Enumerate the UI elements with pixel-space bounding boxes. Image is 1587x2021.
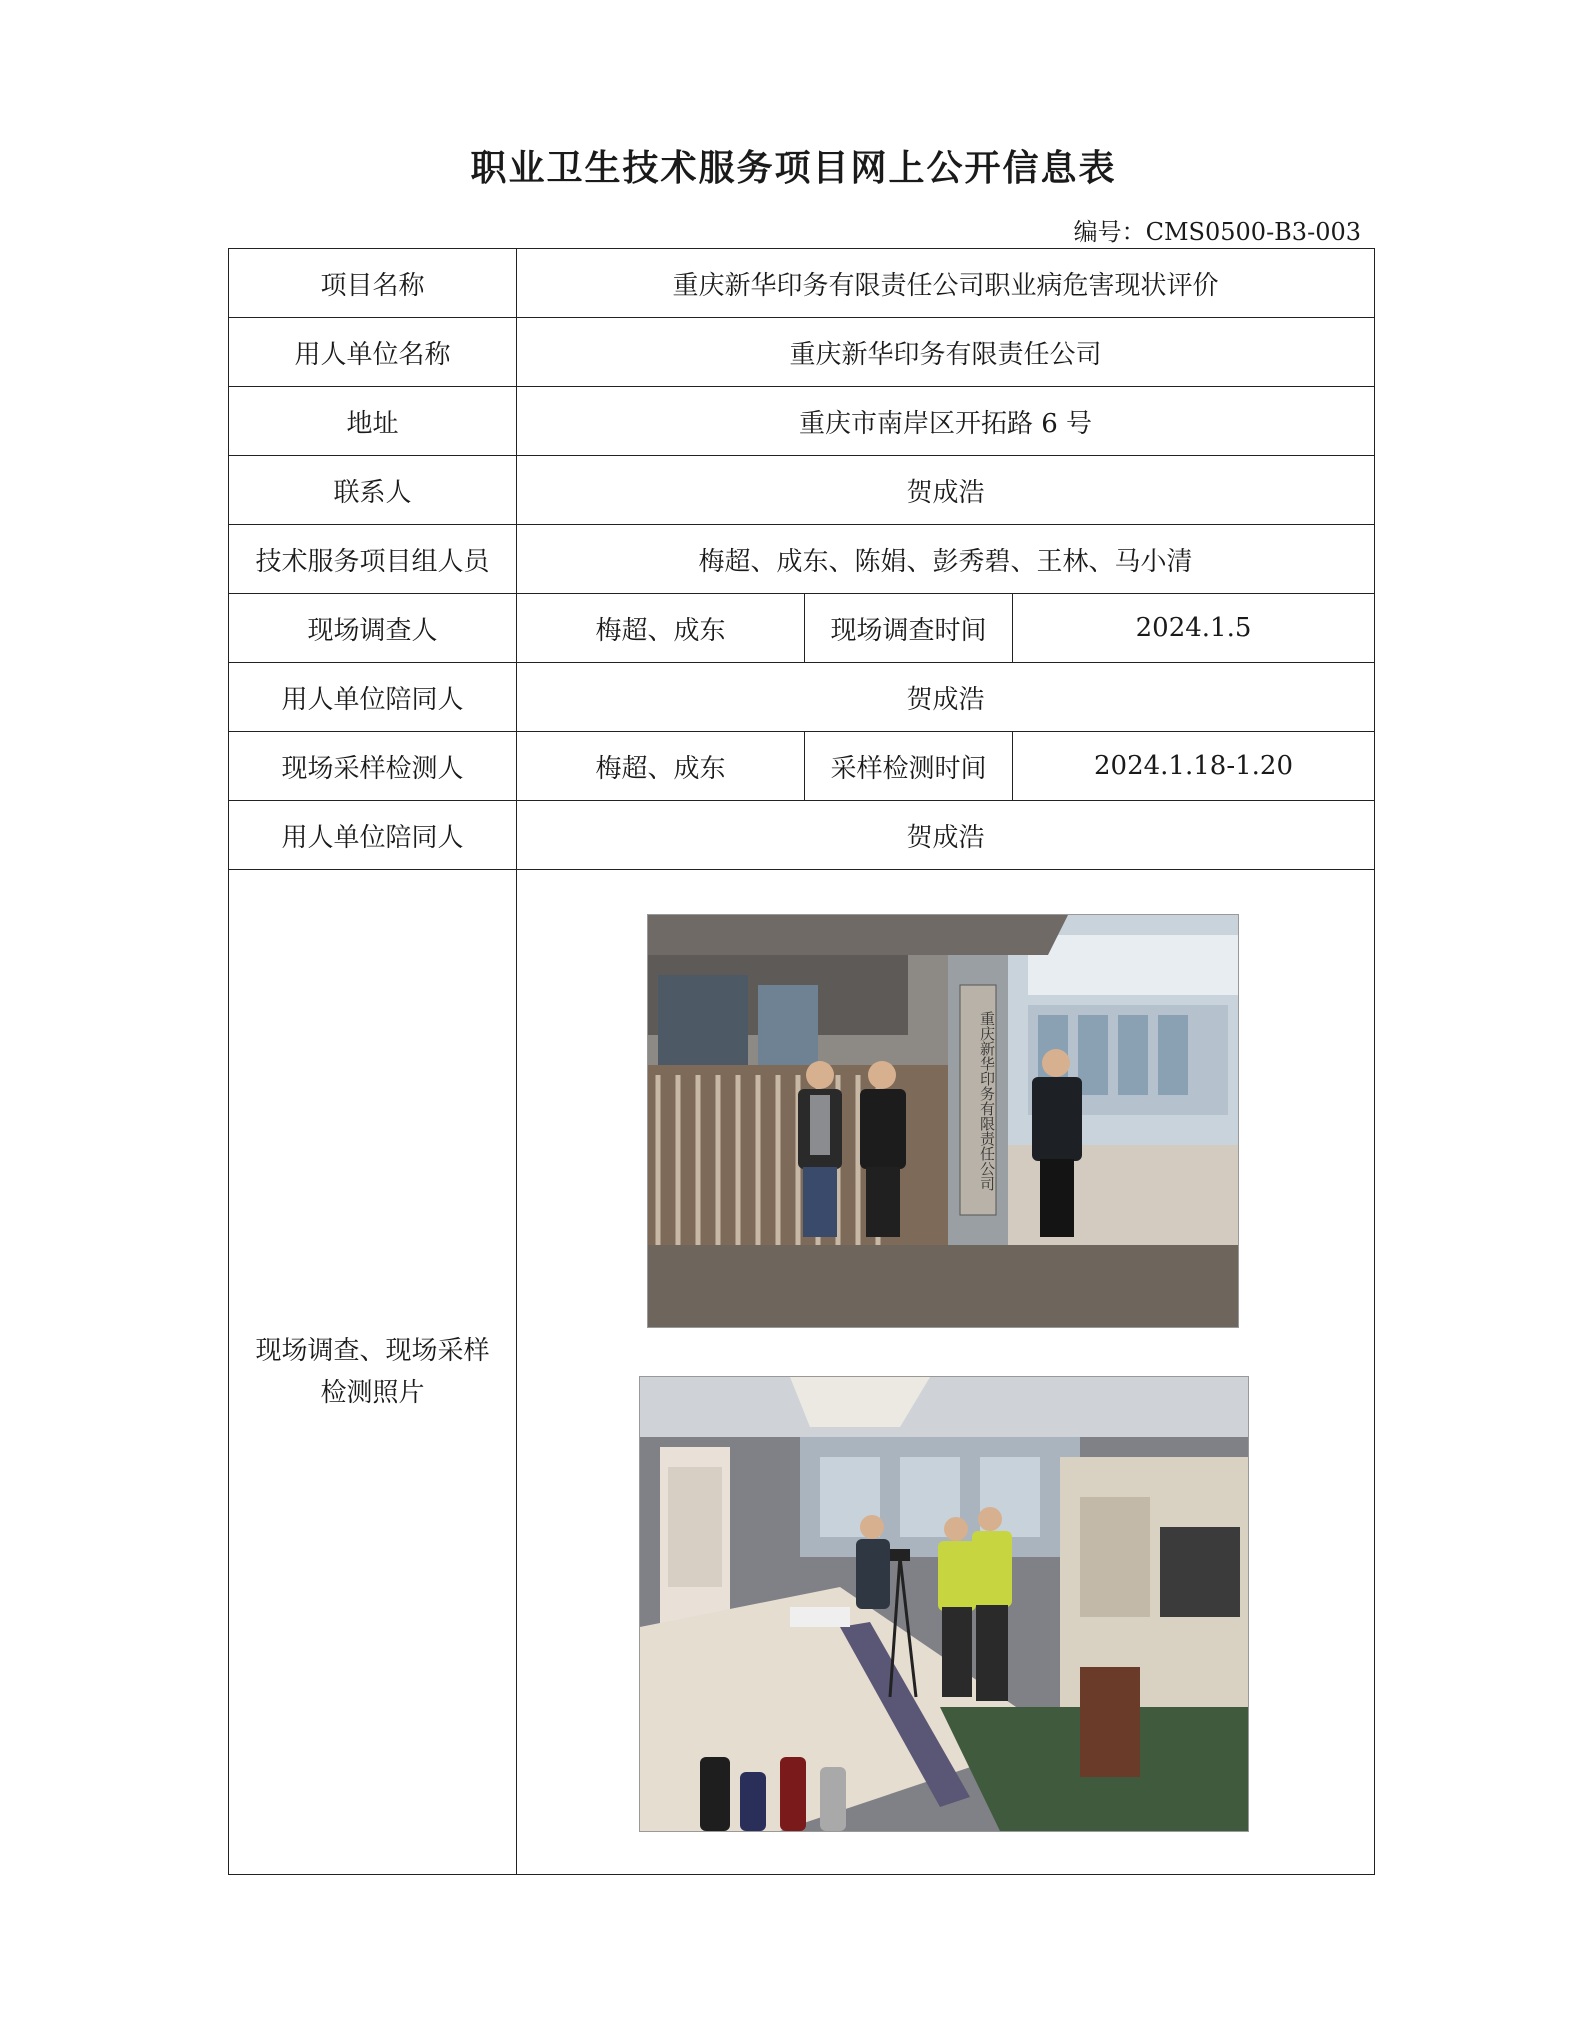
photos-cell [517, 870, 1375, 1875]
document-number: 编号：CMS0500-B3-003 [1073, 218, 1361, 246]
survey-value: 梅超、成东 [517, 594, 805, 663]
row-contact [229, 456, 1375, 525]
company-sign-text: 重庆新华印务有限责任公司 [978, 1011, 996, 1191]
row-photos [229, 870, 1375, 1875]
sampling-escort-label: 用人单位陪同人 [229, 801, 517, 870]
info-table [228, 248, 1375, 1875]
project-name-value: 重庆新华印务有限责任公司职业病危害现状评价 [517, 249, 1375, 318]
row-sampling-escort [229, 801, 1375, 870]
row-survey [229, 594, 1375, 663]
project-name-label: 项目名称 [229, 249, 517, 318]
sampling-value: 梅超、成东 [517, 732, 805, 801]
workshop-photo [639, 1376, 1249, 1832]
survey-label: 现场调查人 [229, 594, 517, 663]
sampling-time-value: 2024.1.18-1.20 [1013, 732, 1375, 801]
photos-label-line2: 检测照片 [320, 1378, 425, 1408]
sampling-time-label: 采样检测时间 [805, 732, 1013, 801]
address-value: 重庆市南岸区开拓路 6 号 [517, 387, 1375, 456]
photos-label [229, 870, 517, 1875]
employer-name-value: 重庆新华印务有限责任公司 [517, 318, 1375, 387]
team-value: 梅超、成东、陈娟、彭秀碧、王林、马小清 [517, 525, 1375, 594]
document-title: 职业卫生技术服务项目网上公开信息表 [470, 147, 1117, 189]
photos-container [517, 870, 1374, 1874]
sampling-label: 现场采样检测人 [229, 732, 517, 801]
address-label: 地址 [229, 387, 517, 456]
team-label: 技术服务项目组人员 [229, 525, 517, 594]
row-team [229, 525, 1375, 594]
entrance-photo [647, 914, 1239, 1328]
row-address [229, 387, 1375, 456]
row-employer-name [229, 318, 1375, 387]
photos-label-line1: 现场调查、现场采样 [255, 1336, 490, 1366]
contact-label: 联系人 [229, 456, 517, 525]
sampling-escort-value: 贺成浩 [517, 801, 1375, 870]
survey-escort-label: 用人单位陪同人 [229, 663, 517, 732]
row-sampling [229, 732, 1375, 801]
row-project-name [229, 249, 1375, 318]
employer-name-label: 用人单位名称 [229, 318, 517, 387]
survey-time-value: 2024.1.5 [1013, 594, 1375, 663]
contact-value: 贺成浩 [517, 456, 1375, 525]
row-survey-escort [229, 663, 1375, 732]
survey-time-label: 现场调查时间 [805, 594, 1013, 663]
survey-escort-value: 贺成浩 [517, 663, 1375, 732]
